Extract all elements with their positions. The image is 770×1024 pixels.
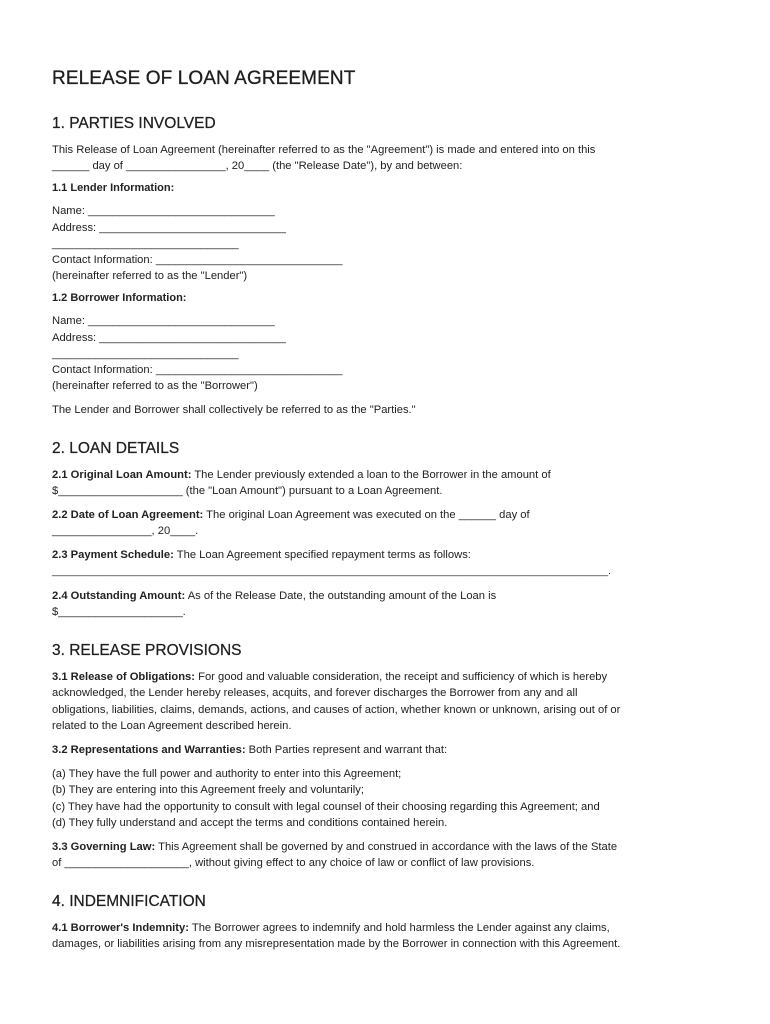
clause-payment-schedule [52, 547, 718, 579]
clause-text: The Loan Agreement specified repayment terms as follows: [173, 549, 471, 562]
section-heading-release-provisions: 3. RELEASE PROVISIONS [52, 642, 242, 660]
lender-address-line: Address: ______________________________ [52, 221, 286, 234]
clause-text: $____________________. [52, 606, 186, 619]
list-item: (a) They have the full power and authority to enter into this Agreement; [52, 768, 402, 781]
clause-label: 2.2 Date of Loan Agreement: [52, 509, 204, 522]
clause-text: damages, or liabilities arising from any misrepresentation made by the Borrower in connection with this Agreement. [52, 937, 621, 950]
lender-name-line: Name: ______________________________ [52, 205, 275, 218]
lender-referred: (hereinafter referred to as the "Lender") [52, 270, 248, 283]
clause-text: $____________________ (the "Loan Amount") pursuant to a Loan Agreement. [52, 484, 443, 497]
clause-label: 2.4 Outstanding Amount: [52, 589, 186, 602]
clause-borrower-indemnity [52, 920, 718, 952]
borrower-name-line: Name: ______________________________ [52, 315, 275, 328]
section-heading-indemnification: 4. INDEMNIFICATION [52, 892, 206, 910]
clause-text: obligations, liabilities, claims, demands, actions, and causes of action, whether known or unknown, arising out of or [52, 703, 621, 716]
intro-line: ______ day of ________________, 20____ (the "Release Date"), by and between: [52, 160, 463, 173]
clause-text: ____________________________________________________________________________________________________. [52, 565, 611, 577]
lender-info-heading: 1.1 Lender Information: [52, 182, 175, 195]
clause-text: As of the Release Date, the outstanding amount of the Loan is [185, 589, 497, 602]
lender-contact-line: Contact Information: ______________________________ [52, 254, 343, 267]
borrower-info [52, 313, 718, 394]
clause-text: The Borrower agrees to indemnify and hold harmless the Lender against any claims, [188, 921, 610, 934]
clause-release-obligations [52, 669, 718, 734]
list-item: (b) They are entering into this Agreement freely and voluntarily; [52, 784, 364, 797]
borrower-address-line: Address: ______________________________ [52, 331, 286, 344]
representations-list [52, 766, 718, 831]
borrower-info-heading: 1.2 Borrower Information: [52, 292, 187, 305]
clause-text: ________________, 20____. [52, 525, 199, 538]
clause-text: acknowledged, the Lender hereby releases, acquits, and forever discharges the Borrower from any and all [52, 687, 578, 700]
clause-governing-law [52, 839, 718, 871]
section-heading-loan-details: 2. LOAN DETAILS [52, 439, 180, 457]
section-parties [52, 115, 718, 419]
clause-label: 3.1 Release of Obligations: [52, 671, 195, 684]
intro-line: This Release of Loan Agreement (hereinafter referred to as the "Agreement") is made and entered into on this [52, 144, 596, 156]
list-item: (d) They fully understand and accept the terms and conditions contained herein. [52, 816, 448, 829]
lender-info [52, 203, 718, 284]
clause-text: The original Loan Agreement was executed on the ______ day of [203, 509, 530, 522]
clause-date [52, 507, 718, 539]
clause-text: This Agreement shall be governed by and construed in accordance with the laws of the State [155, 841, 618, 854]
clause-outstanding-amount [52, 588, 718, 620]
borrower-address-line-2: ______________________________ [52, 347, 239, 360]
list-item: (c) They have had the opportunity to consult with legal counsel of their choosing regarding this Agreement; and [52, 800, 600, 813]
clause-text: The Lender previously extended a loan to the Borrower in the amount of [191, 468, 551, 481]
parties-note: The Lender and Borrower shall collectively be referred to as the "Parties." [52, 404, 416, 417]
clause-text: For good and valuable consideration, the receipt and sufficiency of which is hereby [195, 671, 608, 684]
clause-label: 2.3 Payment Schedule: [52, 549, 174, 562]
section-heading-parties: 1. PARTIES INVOLVED [52, 115, 216, 132]
borrower-contact-line: Contact Information: ______________________________ [52, 364, 343, 377]
clause-text: Both Parties represent and warrant that: [245, 744, 448, 757]
clause-original-amount [52, 467, 718, 499]
clause-label: 3.3 Governing Law: [52, 841, 156, 854]
clause-representations [52, 742, 718, 758]
clause-label: 2.1 Original Loan Amount: [52, 468, 192, 481]
lender-address-line-2: ______________________________ [52, 237, 239, 250]
section-loan-details [52, 440, 718, 621]
clause-label: 4.1 Borrower's Indemnity: [52, 921, 189, 934]
clause-text: related to the Loan Agreement described herein. [52, 719, 292, 732]
section-indemnification [52, 893, 718, 952]
parties-intro [52, 142, 718, 174]
borrower-referred: (hereinafter referred to as the "Borrower") [52, 380, 258, 393]
document-title: RELEASE OF LOAN AGREEMENT [52, 68, 356, 89]
section-release-provisions [52, 642, 718, 871]
clause-text: of ____________________, without giving effect to any choice of law or conflict of law provisions. [52, 857, 535, 870]
clause-label: 3.2 Representations and Warranties: [52, 744, 246, 757]
